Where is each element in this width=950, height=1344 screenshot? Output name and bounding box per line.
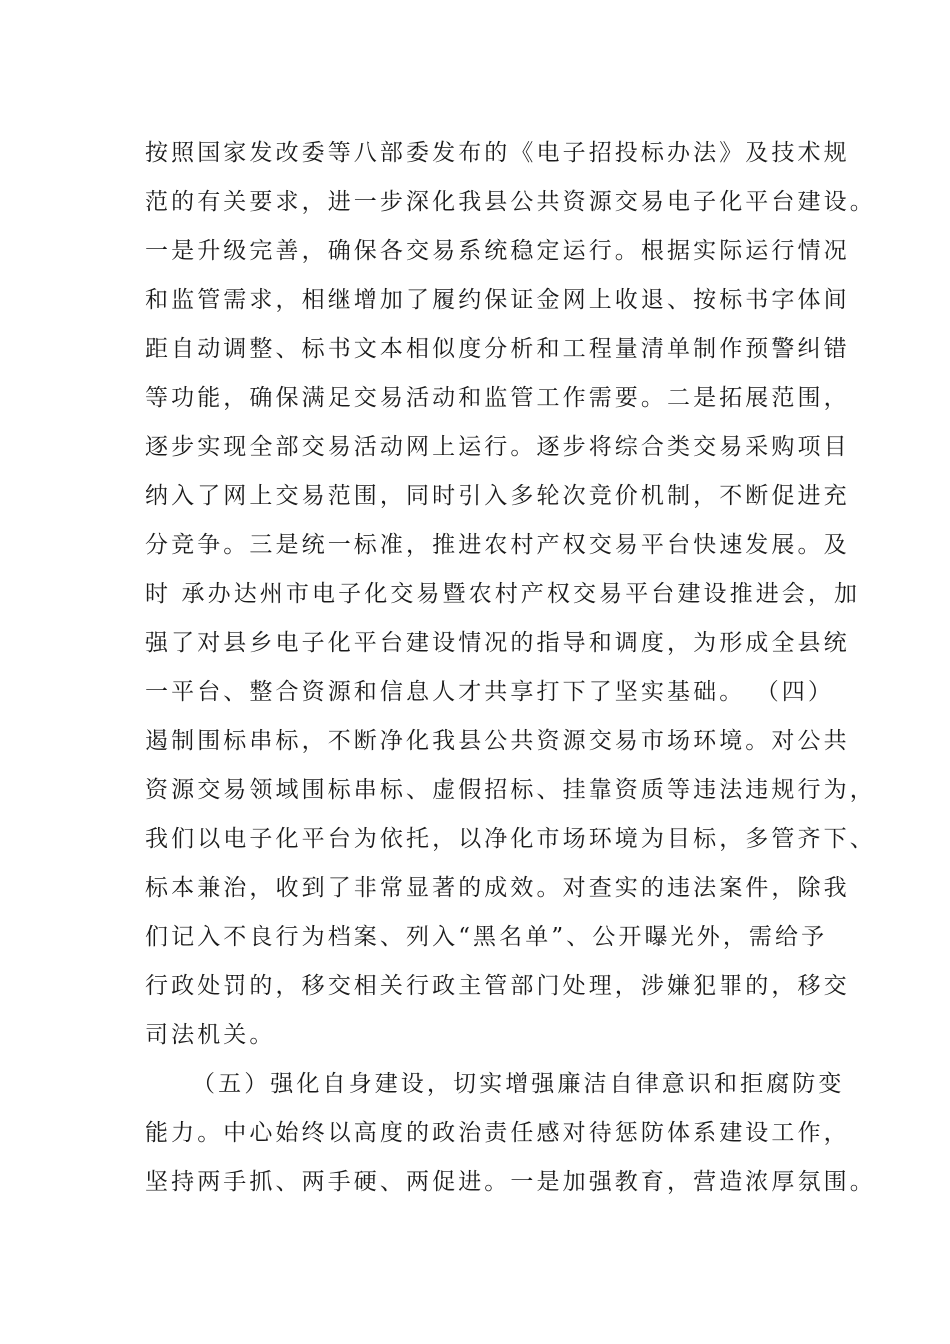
text-line: 逐步实现全部交易活动网上运行。逐步将综合类交易采购项目 — [145, 434, 850, 460]
text-line: 时 承办达州市电子化交易暨农村产权交易平台建设推进会，加 — [145, 581, 861, 607]
text-line: 等功能，确保满足交易活动和监管工作需要。二是拓展范围， — [145, 385, 850, 411]
text-line: 司法机关。 — [145, 1022, 276, 1048]
text-line: 一平台、整合资源和信息人才共享打下了坚实基础。 （四） — [145, 679, 835, 705]
text-line: 遏制围标串标，不断净化我县公共资源交易市场环境。对公共 — [145, 728, 850, 754]
text-line: 纳入了网上交易范围，同时引入多轮次竞价机制，不断促进充 — [145, 483, 850, 509]
text-line: 能力。中心始终以高度的政治责任感对待惩防体系建设工作， — [145, 1120, 850, 1146]
text-line: 坚持两手抓、两手硬、两促进。一是加强教育，营造浓厚氛围。 — [145, 1169, 876, 1195]
text-line: 们记入不良行为档案、列入“黑名单”、公开曝光外，需给予 — [145, 924, 828, 950]
text-line: 和监管需求，相继增加了履约保证金网上收退、按标书字体间 — [145, 287, 850, 313]
text-line: 按照国家发改委等八部委发布的《电子招投标办法》及技术规 — [145, 140, 850, 166]
text-line: 分竞争。三是统一标准，推进农村产权交易平台快速发展。及 — [145, 532, 850, 558]
text-line: 距自动调整、标书文本相似度分析和工程量清单制作预警纠错 — [145, 336, 850, 362]
text-line: 标本兼治，收到了非常显著的成效。对查实的违法案件，除我 — [145, 875, 850, 901]
text-line: （五）强化自身建设，切实增强廉洁自律意识和拒腐防变 — [192, 1071, 845, 1097]
text-line: 我们以电子化平台为依托，以净化市场环境为目标，多管齐下、 — [145, 826, 876, 852]
text-line: 范的有关要求，进一步深化我县公共资源交易电子化平台建设。 — [145, 189, 876, 215]
text-line: 行政处罚的，移交相关行政主管部门处理，涉嫌犯罪的，移交 — [145, 973, 850, 999]
text-line: 资源交易领域围标串标、虚假招标、挂靠资质等违法违规行为， — [145, 777, 876, 803]
text-line: 强了对县乡电子化平台建设情况的指导和调度，为形成全县统 — [145, 630, 850, 656]
text-line: 一是升级完善，确保各交易系统稳定运行。根据实际运行情况 — [145, 238, 850, 264]
